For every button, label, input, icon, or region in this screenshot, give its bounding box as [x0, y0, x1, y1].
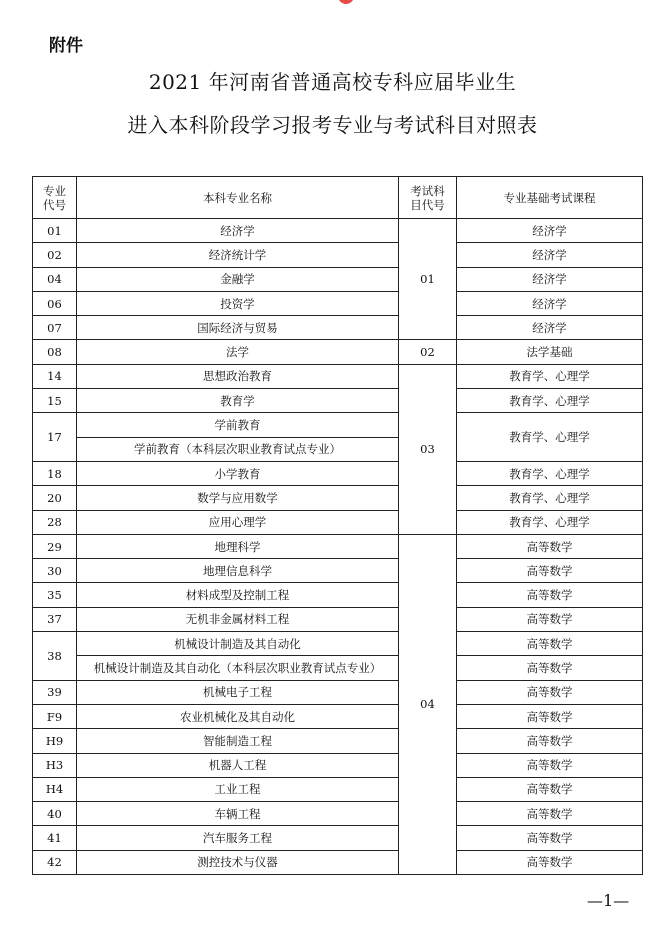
- major-code-cell: 04: [33, 267, 77, 291]
- major-code-cell: 41: [33, 826, 77, 850]
- major-code-cell: 38: [33, 632, 77, 681]
- major-code-cell: 15: [33, 389, 77, 413]
- table-row: [33, 729, 643, 753]
- major-code-cell: 28: [33, 510, 77, 534]
- course-cell: 高等数学: [457, 777, 643, 801]
- major-code-cell: 42: [33, 850, 77, 874]
- major-name-cell: 机械设计制造及其自动化: [77, 632, 399, 656]
- major-code-cell: H9: [33, 729, 77, 753]
- document-title-line-2: 进入本科阶段学习报考专业与考试科目对照表: [127, 113, 538, 137]
- major-name-cell: 机械设计制造及其自动化（本科层次职业教育试点专业）: [77, 656, 399, 680]
- major-code-cell: H4: [33, 777, 77, 801]
- major-code-cell: H3: [33, 753, 77, 777]
- major-name-cell: 智能制造工程: [77, 729, 399, 753]
- major-name-cell: 投资学: [77, 291, 399, 315]
- table-row: [33, 340, 643, 364]
- major-name-cell: 学前教育: [77, 413, 399, 437]
- course-cell: 高等数学: [457, 583, 643, 607]
- major-code-cell: 08: [33, 340, 77, 364]
- major-name-cell: 经济统计学: [77, 243, 399, 267]
- table-row: [33, 632, 643, 656]
- course-cell: 经济学: [457, 219, 643, 243]
- table-row: [33, 802, 643, 826]
- header-major-code: [33, 177, 77, 219]
- course-cell: 高等数学: [457, 534, 643, 558]
- table-row: [33, 364, 643, 388]
- major-name-cell: 经济学: [77, 219, 399, 243]
- table-row: [33, 267, 643, 291]
- major-name-cell: 测控技术与仪器: [77, 850, 399, 874]
- major-name-cell: 工业工程: [77, 777, 399, 801]
- major-name-cell: 汽车服务工程: [77, 826, 399, 850]
- major-name-cell: 小学教育: [77, 461, 399, 485]
- major-name-cell: 法学: [77, 340, 399, 364]
- major-name-cell: 机器人工程: [77, 753, 399, 777]
- table-row: [33, 316, 643, 340]
- document-title-line-1: 2021 年河南省普通高校专科应届毕业生: [148, 70, 517, 94]
- table-row: [33, 704, 643, 728]
- exam-code-cell: 04: [399, 534, 457, 874]
- major-name-cell: 教育学: [77, 389, 399, 413]
- major-code-cell: 01: [33, 219, 77, 243]
- table-row: [33, 559, 643, 583]
- table-row: [33, 510, 643, 534]
- major-name-cell: 无机非金属材料工程: [77, 607, 399, 631]
- header-exam-code-line2: 目代号: [410, 197, 445, 212]
- course-cell: 教育学、心理学: [457, 510, 643, 534]
- header-course: 专业基础考试课程: [457, 177, 643, 219]
- table-header-row: [33, 177, 643, 219]
- exam-code-cell: 03: [399, 364, 457, 534]
- table-row: [33, 607, 643, 631]
- course-cell: 经济学: [457, 291, 643, 315]
- table-body: [33, 219, 643, 875]
- course-cell: 教育学、心理学: [457, 364, 643, 388]
- major-code-cell: 07: [33, 316, 77, 340]
- table-row: [33, 753, 643, 777]
- major-code-cell: 20: [33, 486, 77, 510]
- course-cell: 经济学: [457, 267, 643, 291]
- major-code-cell: 29: [33, 534, 77, 558]
- course-cell: 高等数学: [457, 559, 643, 583]
- major-code-cell: 14: [33, 364, 77, 388]
- course-cell: 高等数学: [457, 753, 643, 777]
- major-name-cell: 地理信息科学: [77, 559, 399, 583]
- major-exam-table: [32, 176, 643, 875]
- table-row: [33, 219, 643, 243]
- table-row: [33, 826, 643, 850]
- major-code-cell: 06: [33, 291, 77, 315]
- course-cell: 法学基础: [457, 340, 643, 364]
- table-row: [33, 291, 643, 315]
- top-edge-marker: [338, 0, 354, 4]
- table-row: [33, 486, 643, 510]
- course-cell: 高等数学: [457, 826, 643, 850]
- header-major-code-line1: 专业: [43, 183, 66, 198]
- attachment-label: 附件: [49, 36, 83, 56]
- course-cell: 教育学、心理学: [457, 486, 643, 510]
- table-row: [33, 583, 643, 607]
- major-name-cell: 农业机械化及其自动化: [77, 704, 399, 728]
- table-row: [33, 413, 643, 437]
- header-exam-code-line1: 考试科: [410, 183, 445, 198]
- header-exam-code: [399, 177, 457, 219]
- major-name-cell: 学前教育（本科层次职业教育试点专业）: [77, 437, 399, 461]
- course-cell: 高等数学: [457, 729, 643, 753]
- major-name-cell: 车辆工程: [77, 802, 399, 826]
- course-cell: 高等数学: [457, 632, 643, 656]
- major-code-cell: 30: [33, 559, 77, 583]
- major-name-cell: 材料成型及控制工程: [77, 583, 399, 607]
- major-name-cell: 数学与应用数学: [77, 486, 399, 510]
- major-code-cell: 02: [33, 243, 77, 267]
- major-code-cell: 35: [33, 583, 77, 607]
- course-cell: 经济学: [457, 316, 643, 340]
- course-cell: 教育学、心理学: [457, 461, 643, 485]
- major-name-cell: 国际经济与贸易: [77, 316, 399, 340]
- table-row: [33, 777, 643, 801]
- table-row: [33, 534, 643, 558]
- course-cell: 经济学: [457, 243, 643, 267]
- major-code-cell: 40: [33, 802, 77, 826]
- major-code-cell: 17: [33, 413, 77, 462]
- major-code-cell: F9: [33, 704, 77, 728]
- major-code-cell: 18: [33, 461, 77, 485]
- course-cell: 高等数学: [457, 680, 643, 704]
- header-major-code-line2: 代号: [43, 197, 66, 212]
- major-name-cell: 金融学: [77, 267, 399, 291]
- major-code-cell: 37: [33, 607, 77, 631]
- course-cell: 高等数学: [457, 607, 643, 631]
- major-name-cell: 应用心理学: [77, 510, 399, 534]
- major-name-cell: 机械电子工程: [77, 680, 399, 704]
- table-row: [33, 243, 643, 267]
- major-name-cell: 思想政治教育: [77, 364, 399, 388]
- table-row: [33, 389, 643, 413]
- major-name-cell: 地理科学: [77, 534, 399, 558]
- major-code-cell: 39: [33, 680, 77, 704]
- course-cell: 高等数学: [457, 802, 643, 826]
- table-row: [33, 850, 643, 874]
- exam-code-cell: 02: [399, 340, 457, 364]
- table-row: [33, 680, 643, 704]
- table-row: [33, 656, 643, 680]
- course-cell: 教育学、心理学: [457, 413, 643, 462]
- table-row: [33, 461, 643, 485]
- exam-code-cell: 01: [399, 219, 457, 340]
- course-cell: 教育学、心理学: [457, 389, 643, 413]
- header-major-name: 本科专业名称: [77, 177, 399, 219]
- course-cell: 高等数学: [457, 656, 643, 680]
- course-cell: 高等数学: [457, 704, 643, 728]
- page-number: —1—: [587, 891, 630, 910]
- course-cell: 高等数学: [457, 850, 643, 874]
